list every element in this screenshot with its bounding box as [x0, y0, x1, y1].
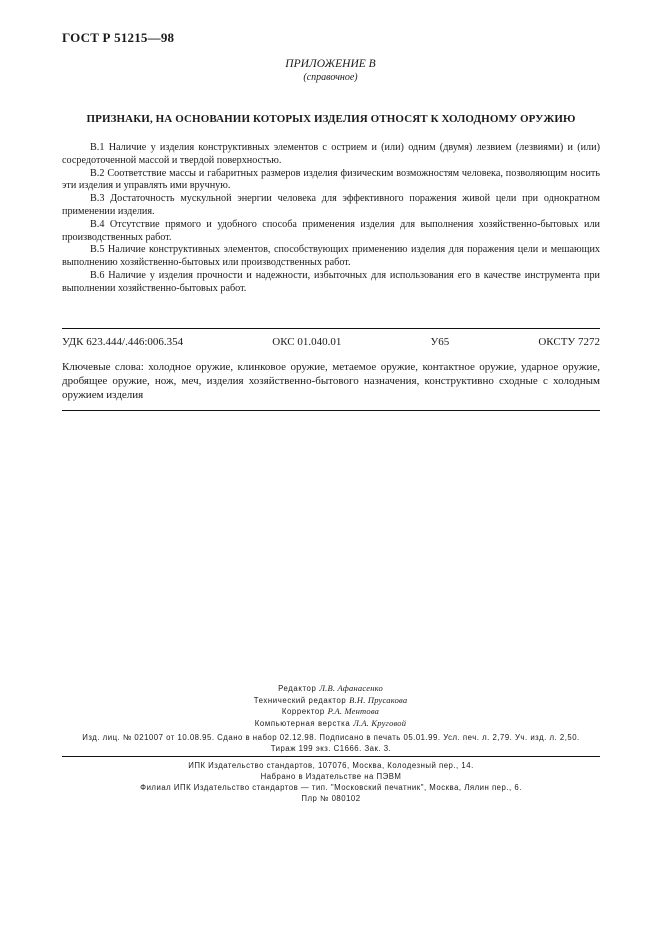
udk-code: УДК 623.444/.446:006.354	[62, 336, 184, 348]
publisher-line1: ИПК Издательство стандартов, 107076, Москва, Колодезный пер., 14.	[188, 761, 474, 770]
publisher-line2: Набрано в Издательстве на ПЭВМ	[260, 772, 402, 781]
standard-id: ГОСТ Р 51215—98	[62, 30, 175, 45]
annex-heading	[0, 58, 661, 84]
publisher-line4: Плр № 080102	[301, 794, 361, 803]
paragraph-b1: В.1 Наличие у изделия конструктивных элементов с острием и (или) одним (двумя) лезвием (лезвиями) и (или) сосредоточенной массой и твердой поверхностью.	[62, 142, 600, 166]
paragraph-b5: В.5 Наличие конструктивных элементов, способствующих применению изделия для поражения цели и мешающих выполнению хозяйственно-бытовых или производственных работ.	[62, 244, 600, 269]
print-info-line1: Изд. лиц. № 021007 от 10.08.95. Сдано в набор 02.12.98. Подписано в печать 05.01.99. Усл. печ. л. 2,79. Уч. изд. л. 2,50.	[82, 733, 580, 742]
divider-publisher	[62, 756, 600, 757]
okstu-code: ОКСТУ 7272	[538, 336, 600, 348]
paragraph-b4: В.4 Отсутствие прямого и удобного способа применения изделия для выполнения хозяйственно-бытовых или производственных работ.	[62, 218, 600, 243]
paragraph-b2: В.2 Соответствие массы и габаритных размеров изделия физическим возможностям человека, позволяющим носить эти изделия и управлять ими вручную.	[62, 167, 600, 192]
oks-code: ОКС 01.040.01	[272, 336, 342, 348]
print-info	[62, 732, 600, 754]
u-code: У65	[430, 336, 450, 348]
paragraph-b6: В.6 Наличие у изделия прочности и надежности, избыточных для использования его в качестве инструмента при выполнении хозяйственно-бытовых работ.	[62, 269, 600, 294]
annex-title: ПРИЛОЖЕНИЕ В	[285, 58, 376, 70]
divider-top	[62, 328, 600, 329]
annex-subtitle: (справочное)	[303, 72, 358, 83]
section-title: ПРИЗНАКИ, НА ОСНОВАНИИ КОТОРЫХ ИЗДЕЛИЯ ОТНОСЯТ К ХОЛОДНОМУ ОРУЖИЮ	[86, 113, 576, 125]
keywords: Ключевые слова: холодное оружие, клинковое оружие, метаемое оружие, контактное оружие, ударное оружие, дробящее оружие, нож, меч, изделия хозяйственно-бытового назначения, конструктивно сходные с холодным оружием изделия	[62, 361, 600, 401]
credit-layout: Компьютерная верстка Л.А. Круговой	[254, 717, 407, 728]
credits	[0, 683, 661, 729]
credit-editor: Редактор Л.В. Афанасенко	[278, 683, 383, 693]
section-body	[62, 142, 600, 296]
publisher-info	[62, 760, 600, 804]
paragraph-b3: В.3 Достаточность мускульной энергии человека для эффективного поражения живой цели при однократном применении изделия.	[62, 193, 600, 217]
credit-tech-editor: Технический редактор В.Н. Прусакова	[253, 694, 408, 705]
publisher-line3: Филиал ИПК Издательство стандартов — тип. "Московский печатник", Москва, Лялин пер., 6.	[140, 783, 522, 792]
divider-bottom	[62, 410, 600, 411]
classification-codes	[62, 336, 600, 348]
credit-corrector: Корректор Р.А. Ментова	[281, 706, 380, 716]
print-info-line2: Тираж 199 экз. С1666. Зак. 3.	[270, 744, 392, 753]
